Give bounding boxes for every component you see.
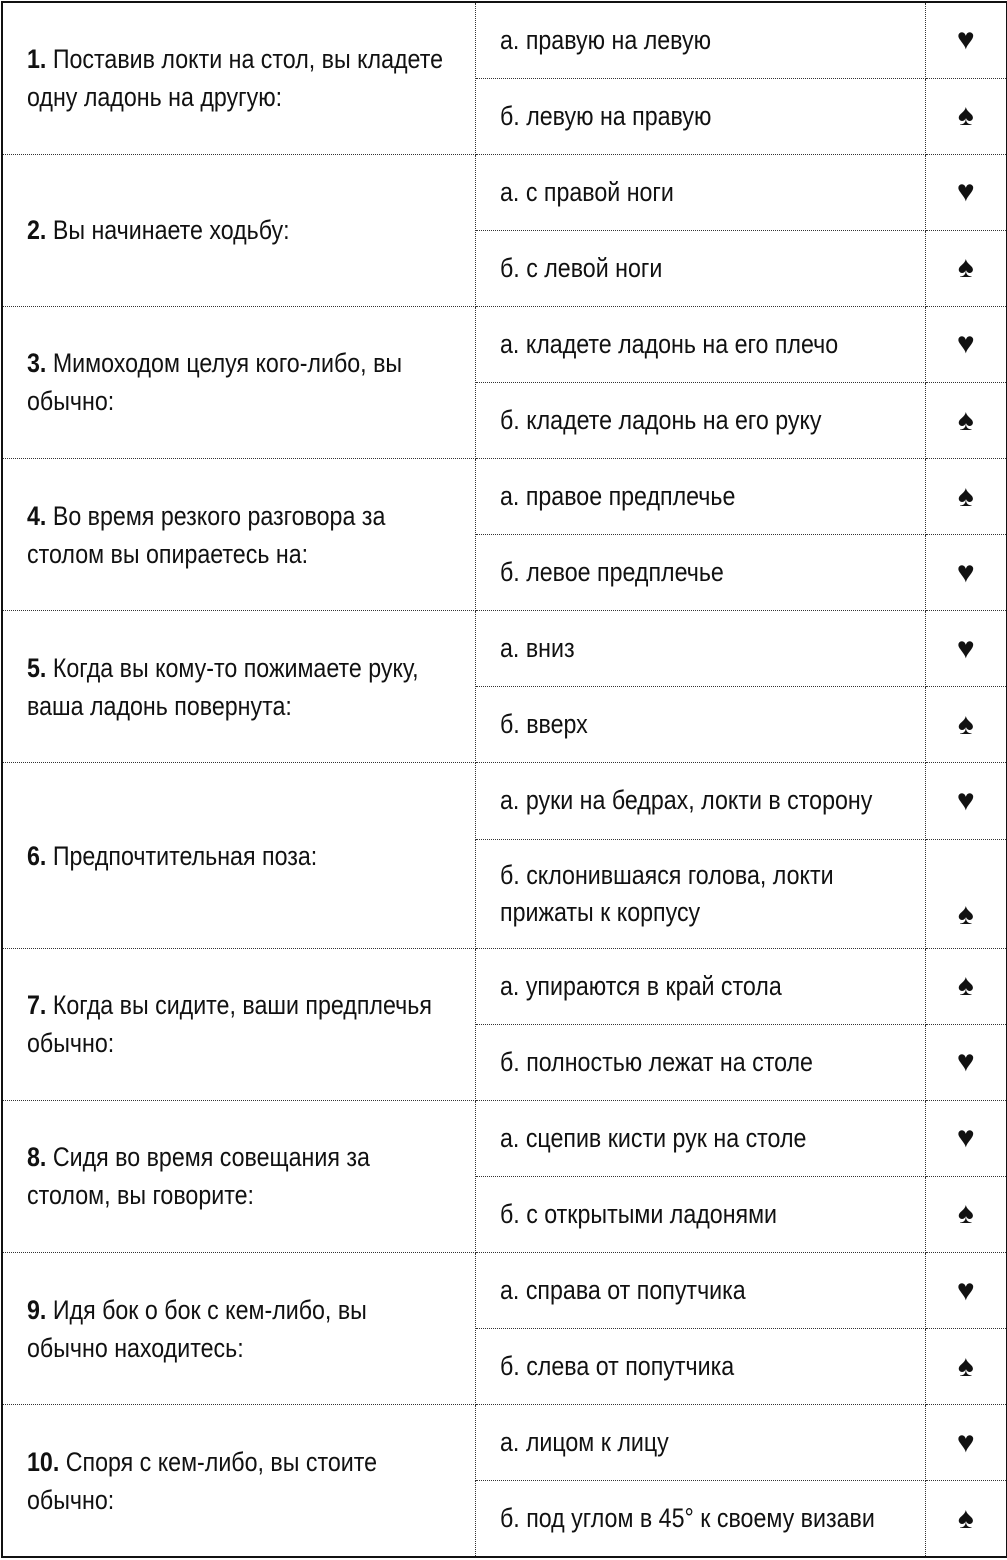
- answer-option[interactable]: [475, 306, 925, 382]
- question-cell: [2, 948, 475, 1100]
- spade-icon: ♠: [925, 459, 1007, 535]
- question-number: 9.: [27, 1294, 47, 1325]
- question-number: 8.: [27, 1142, 47, 1173]
- option-row: [2, 1253, 1007, 1329]
- question-text: [27, 211, 443, 249]
- quiz-body: [2, 2, 1007, 1557]
- answer-option[interactable]: [475, 230, 925, 306]
- answer-label: б. кладете ладонь на его руку: [499, 405, 822, 436]
- question-cell: [2, 1253, 475, 1405]
- answer-label: б. левое предплечье: [499, 557, 724, 588]
- heart-icon: ♥: [925, 611, 1007, 687]
- answer-label: б. левую на правую: [499, 100, 711, 131]
- question-cell: [2, 306, 475, 458]
- answer-option[interactable]: [475, 1329, 925, 1405]
- question-label: Мимоходом целуя кого-либо, вы обычно:: [27, 348, 403, 417]
- question-text: [27, 344, 443, 420]
- spade-icon: ♠: [925, 230, 1007, 306]
- option-row: [2, 1100, 1007, 1176]
- answer-label: б. под углом в 45° к своему визави: [499, 1503, 875, 1534]
- question-number: 3.: [27, 348, 47, 379]
- option-row: [2, 306, 1007, 382]
- answer-label: а. руки на бедрах, локти в сторону: [499, 785, 872, 816]
- answer-option[interactable]: [475, 763, 925, 839]
- question-cell: [2, 459, 475, 611]
- heart-icon: ♥: [925, 1405, 1007, 1481]
- question-text: [27, 1291, 443, 1367]
- question-label: Поставив локти на стол, вы кладете одну ладонь на другую:: [27, 44, 443, 113]
- question-text: [27, 986, 443, 1062]
- answer-option[interactable]: [475, 839, 925, 948]
- spade-icon: ♠: [925, 839, 1007, 948]
- heart-icon: ♥: [925, 306, 1007, 382]
- answer-label: а. кладете ладонь на его плечо: [499, 328, 838, 359]
- spade-icon: ♠: [925, 687, 1007, 763]
- answer-option[interactable]: [475, 1405, 925, 1481]
- answer-option[interactable]: [475, 459, 925, 535]
- option-row: [2, 459, 1007, 535]
- quiz-table: [1, 1, 1007, 1558]
- question-number: 10.: [27, 1446, 60, 1477]
- spade-icon: ♠: [925, 948, 1007, 1024]
- answer-label: б. склонившаяся голова, локти прижаты к корпусу: [499, 859, 834, 927]
- question-text: [27, 1443, 443, 1519]
- question-text: [27, 40, 443, 116]
- answer-option[interactable]: [475, 154, 925, 230]
- question-label: Предпочтительная поза:: [46, 840, 318, 871]
- answer-option[interactable]: [475, 1024, 925, 1100]
- question-cell: [2, 763, 475, 948]
- answer-option[interactable]: [475, 1253, 925, 1329]
- answer-option[interactable]: [475, 948, 925, 1024]
- question-label: Идя бок о бок с кем-либо, вы обычно находитесь:: [27, 1294, 367, 1363]
- heart-icon: ♥: [925, 154, 1007, 230]
- option-row: [2, 763, 1007, 839]
- question-cell: [2, 611, 475, 763]
- question-number: 7.: [27, 990, 47, 1021]
- option-row: [2, 948, 1007, 1024]
- answer-label: а. справа от попутчика: [499, 1275, 746, 1306]
- question-cell: [2, 1405, 475, 1557]
- question-text: [27, 649, 443, 725]
- answer-option[interactable]: [475, 1100, 925, 1176]
- option-row: [2, 611, 1007, 687]
- question-number: 1.: [27, 44, 47, 75]
- answer-label: а. лицом к лицу: [499, 1427, 669, 1458]
- heart-icon: ♥: [925, 1100, 1007, 1176]
- question-text: [27, 497, 443, 573]
- heart-icon: ♥: [925, 535, 1007, 611]
- heart-icon: ♥: [925, 2, 1007, 78]
- answer-label: а. правое предплечье: [499, 481, 735, 512]
- question-label: Сидя во время совещания за столом, вы говорите:: [27, 1142, 370, 1211]
- answer-label: б. с открытыми ладонями: [499, 1198, 777, 1229]
- heart-icon: ♥: [925, 1024, 1007, 1100]
- answer-option[interactable]: [475, 687, 925, 763]
- answer-label: а. правую на левую: [499, 24, 711, 55]
- option-row: [2, 154, 1007, 230]
- question-label: Когда вы сидите, ваши предплечья обычно:: [27, 990, 432, 1059]
- question-label: Во время резкого разговора за столом вы опираетесь на:: [27, 500, 386, 569]
- question-label: Когда вы кому-то пожимаете руку, ваша ладонь повернута:: [27, 652, 419, 721]
- question-label: Вы начинаете ходьбу:: [46, 215, 290, 246]
- answer-option[interactable]: [475, 78, 925, 154]
- spade-icon: ♠: [925, 1176, 1007, 1252]
- answer-option[interactable]: [475, 2, 925, 78]
- question-text: [27, 1138, 443, 1214]
- question-cell: [2, 2, 475, 154]
- answer-label: а. с правой ноги: [499, 176, 674, 207]
- spade-icon: ♠: [925, 1329, 1007, 1405]
- answer-label: б. с левой ноги: [499, 252, 662, 283]
- question-number: 2.: [27, 215, 47, 246]
- question-number: 5.: [27, 652, 47, 683]
- question-text: [27, 837, 443, 875]
- answer-option[interactable]: [475, 1176, 925, 1252]
- spade-icon: ♠: [925, 78, 1007, 154]
- answer-option[interactable]: [475, 611, 925, 687]
- answer-label: б. слева от попутчика: [499, 1351, 734, 1382]
- heart-icon: ♥: [925, 1253, 1007, 1329]
- answer-option[interactable]: [475, 382, 925, 458]
- heart-icon: ♥: [925, 763, 1007, 839]
- question-label: Споря с кем-либо, вы стоите обычно:: [27, 1446, 378, 1515]
- answer-label: б. полностью лежат на столе: [499, 1046, 813, 1077]
- answer-label: а. упираются в край стола: [499, 970, 782, 1001]
- answer-label: а. сцепив кисти рук на столе: [499, 1122, 806, 1153]
- answer-label: б. вверх: [499, 709, 588, 740]
- spade-icon: ♠: [925, 382, 1007, 458]
- question-number: 6.: [27, 840, 47, 871]
- question-number: 4.: [27, 500, 47, 531]
- option-row: [2, 2, 1007, 78]
- answer-option[interactable]: [475, 535, 925, 611]
- spade-icon: ♠: [957, 1501, 974, 1535]
- question-cell: [2, 1100, 475, 1252]
- option-row: [2, 1405, 1007, 1481]
- question-cell: [2, 154, 475, 306]
- answer-label: а. вниз: [499, 633, 575, 664]
- answer-option[interactable]: [475, 1481, 925, 1557]
